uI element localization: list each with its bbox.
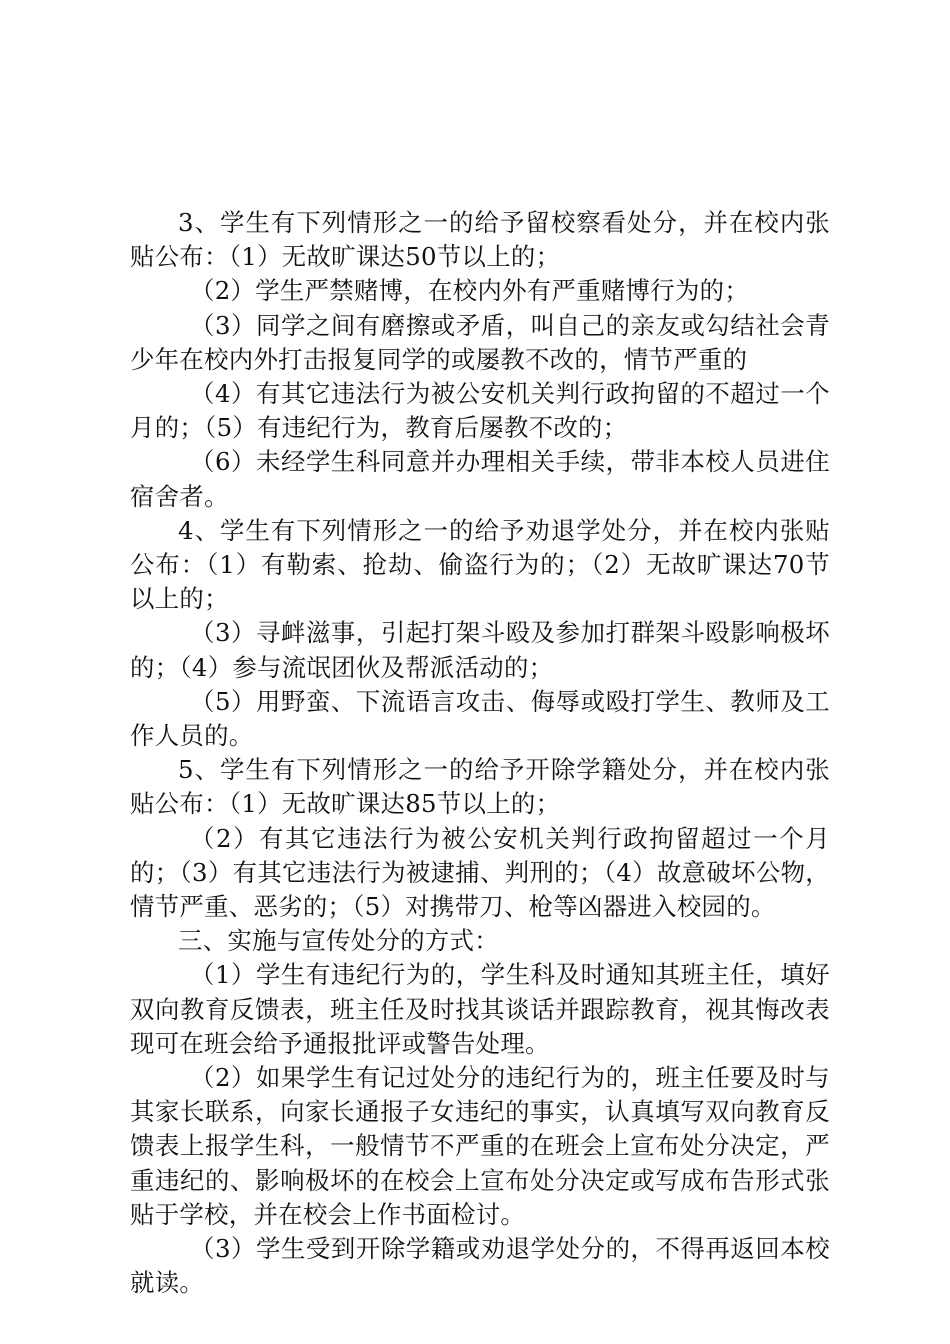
- paragraph-item-retaliation: （3）同学之间有磨擦或矛盾，叫自己的亲友或勾结社会青少年在校内外打击报复同学的或屡教不改的，情节严重的: [130, 310, 830, 374]
- paragraph-item-dormitory: （6）未经学生科同意并办理相关手续，带非本校人员进住宿舍者。: [130, 447, 830, 511]
- paragraph-method-1: （1）学生有违纪行为的，学生科及时通知其班主任，填好双向教育反馈表，班主任及时找其谈话并跟踪教育，视其悔改表现可在班会给予通报批评或警告处理。: [130, 960, 830, 1058]
- paragraph-item-criminal: （2）有其它违法行为被公安机关判行政拘留超过一个月的；（3）有其它违法行为被逮捕、判刑的；（4）故意破坏公物，情节严重、恶劣的；（5）对携带刀、枪等凶器进入校园的。: [130, 823, 830, 922]
- paragraph-3-probation: 3、学生有下列情形之一的给予留校察看处分，并在校内张贴公布：（1）无故旷课达50节以上的；: [130, 208, 830, 272]
- document-body: [130, 206, 830, 1301]
- paragraph-item-gambling: （2）学生严禁赌博，在校内外有严重赌博行为的；: [190, 276, 750, 306]
- paragraph-item-fighting: （3）寻衅滋事，引起打架斗殴及参加打群架斗殴影响极坏的；（4）参与流氓团伙及帮派活动的；: [130, 618, 830, 682]
- paragraph-4-dismissal-advice: 4、学生有下列情形之一的给予劝退学处分，并在校内张贴公布：（1）有勒索、抢劫、偷盗行为的；（2）无故旷课达70节以上的；: [130, 515, 830, 614]
- paragraph-method-2: （2）如果学生有记过处分的违纪行为的，班主任要及时与其家长联系，向家长通报子女违纪的事实，认真填写双向教育反馈表上报学生科，一般情节不严重的在班会上宣布处分决定，严重违纪的、影响极坏的在校会上宣布处分决定或写成布告形式张贴于学校，并在校会上作书面检讨。: [130, 1063, 830, 1229]
- section-heading-implementation: 三、实施与宣传处分的方式：: [178, 926, 499, 956]
- paragraph-item-detention: （4）有其它违法行为被公安机关判行政拘留的不超过一个月的；（5）有违纪行为，教育后屡教不改的；: [130, 379, 830, 443]
- paragraph-5-expulsion: 5、学生有下列情形之一的给予开除学籍处分，并在校内张贴公布：（1）无故旷课达85节以上的；: [130, 755, 830, 819]
- paragraph-method-3: （3）学生受到开除学籍或劝退学处分的，不得再返回本校就读。: [130, 1234, 830, 1298]
- paragraph-item-abuse: （5）用野蛮、下流语言攻击、侮辱或殴打学生、教师及工作人员的。: [130, 686, 830, 751]
